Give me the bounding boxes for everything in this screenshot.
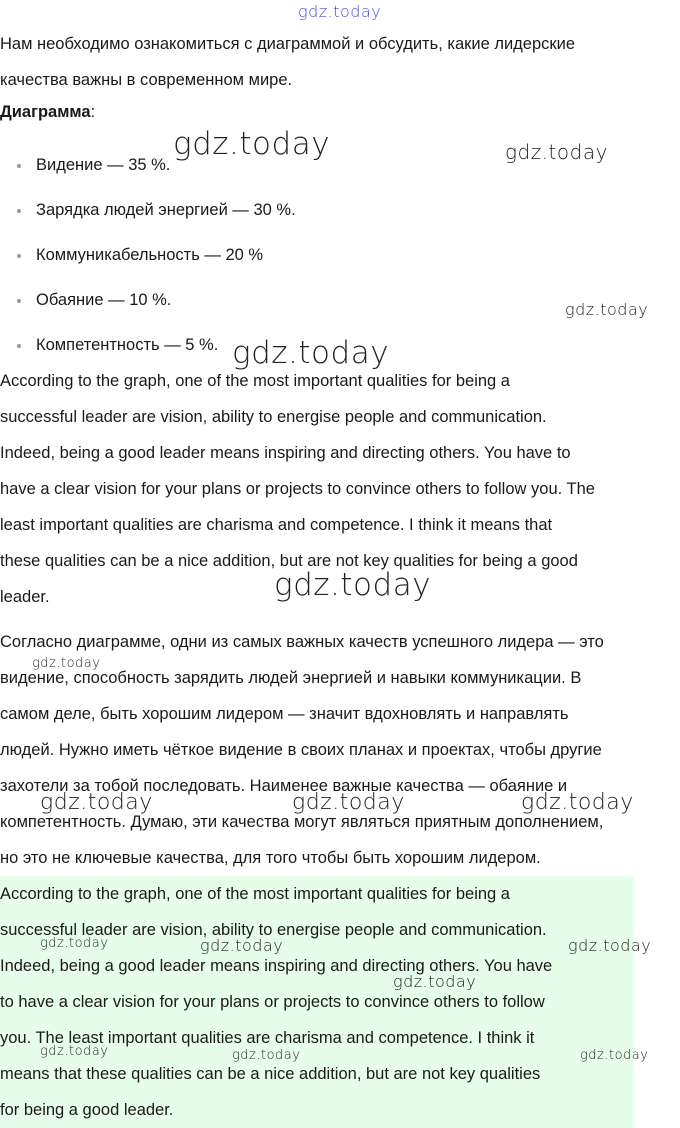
intro-line-1: Нам необходимо ознакомиться с диаграммой и обсудить, какие лидерские <box>0 35 576 53</box>
english-paragraph-line: least important qualities are charisma and competence. I think it means that <box>0 516 553 534</box>
watermark: gdz.today <box>40 1044 109 1059</box>
highlighted-paragraph-line: successful leader are vision, ability to energise people and communication. <box>0 921 547 939</box>
watermark: gdz.today <box>40 936 109 951</box>
english-paragraph-line: According to the graph, one of the most important qualities for being a <box>0 372 510 390</box>
diagram-item-text: Обаяние — 10 %. <box>36 291 172 309</box>
watermark: gdz.today <box>393 972 477 991</box>
bullet-icon <box>17 164 21 168</box>
watermark: gdz.today <box>568 936 652 955</box>
english-paragraph-line: successful leader are vision, ability to energise people and communication. <box>0 408 547 426</box>
watermark: gdz.today <box>274 567 432 603</box>
watermark-top: gdz.today <box>298 2 382 21</box>
diagram-list-item <box>0 192 680 228</box>
diagram-list-item <box>0 237 680 273</box>
russian-paragraph-line: самом деле, быть хорошим лидером — значит вдохновлять и направлять <box>0 705 569 723</box>
english-paragraph-line: Indeed, being a good leader means inspiring and directing others. You have to <box>0 444 571 462</box>
bullet-icon <box>17 209 21 213</box>
watermark: gdz.today <box>200 936 284 955</box>
diagram-item-text: Коммуникабельность — 20 % <box>36 246 264 264</box>
highlighted-paragraph-line: According to the graph, one of the most important qualities for being a <box>0 885 510 903</box>
russian-paragraph-line: видение, способность зарядить людей энергией и навыки коммуникации. В <box>0 669 582 687</box>
watermark: gdz.today <box>580 1048 649 1063</box>
highlighted-paragraph-line: to have a clear vision for your plans or projects to convince others to follow <box>0 993 545 1011</box>
watermark: gdz.today <box>521 790 634 815</box>
diagram-item-text: Компетентность — 5 %. <box>36 336 219 354</box>
watermark: gdz.today <box>32 656 101 671</box>
watermark: gdz.today <box>565 300 649 319</box>
watermark: gdz.today <box>232 335 390 371</box>
highlighted-paragraph-line: Indeed, being a good leader means inspiring and directing others. You have <box>0 957 553 975</box>
highlighted-paragraph-line: for being a good leader. <box>0 1101 174 1119</box>
russian-paragraph-line: компетентность. Думаю, эти качества могут являться приятным дополнением, <box>0 813 604 831</box>
english-paragraph-line: have a clear vision for your plans or projects to convince others to follow you. The <box>0 480 595 498</box>
diagram-heading-colon: : <box>90 103 96 121</box>
diagram-item-text: Видение — 35 %. <box>36 156 171 174</box>
russian-paragraph-line: Согласно диаграмме, одни из самых важных качеств успешного лидера — это <box>0 633 604 651</box>
english-paragraph-line: leader. <box>0 588 50 606</box>
watermark: gdz.today <box>173 126 331 162</box>
bullet-icon <box>17 299 21 303</box>
russian-paragraph-line: захотели за тобой последовать. Наименее важные качества — обаяние и <box>0 777 568 795</box>
bullet-icon <box>17 254 21 258</box>
watermark: gdz.today <box>292 790 405 815</box>
highlighted-paragraph-line: you. The least important qualities are charisma and competence. I think it <box>0 1029 535 1047</box>
intro-line-2: качества важны в современном мире. <box>0 71 293 89</box>
russian-paragraph-line: людей. Нужно иметь чёткое видение в своих планах и проектах, чтобы другие <box>0 741 602 759</box>
english-paragraph-line: these qualities can be a nice addition, but are not key qualities for being a good <box>0 552 578 570</box>
russian-paragraph-line: но это не ключевые качества, для того чтобы быть хорошим лидером. <box>0 849 541 867</box>
watermark: gdz.today <box>40 790 153 815</box>
bullet-icon <box>17 344 21 348</box>
highlighted-paragraph-line: means that these qualities can be a nice addition, but are not key qualities <box>0 1065 541 1083</box>
watermark: gdz.today <box>232 1048 301 1063</box>
watermark: gdz.today <box>505 140 608 164</box>
diagram-heading <box>0 94 680 130</box>
diagram-heading-label: Диаграмма <box>0 103 91 121</box>
diagram-item-text: Зарядка людей энергией — 30 %. <box>36 201 296 219</box>
